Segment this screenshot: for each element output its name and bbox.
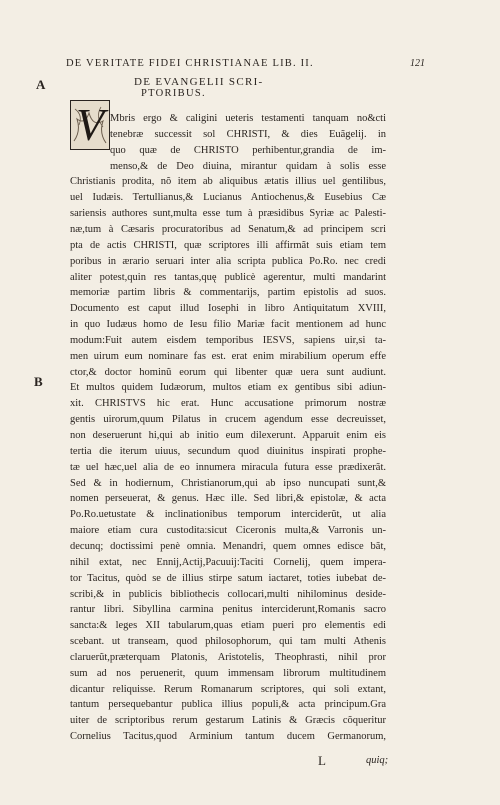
margin-letter-b: B	[34, 374, 43, 389]
margin-letter-a: A	[36, 77, 46, 92]
text-line: næ,tum à Cæsaris procuratoribus ad Senatum,& ad principem scri	[70, 223, 386, 235]
folio-number: 121	[410, 58, 425, 69]
text-line: uel Iudæis. Tertullianus,& Lucianus Antiochenus,& Eusebius Cæ	[70, 192, 386, 204]
text-line: non deseruerunt hi,qui ab initio eum dilexerunt. Apparuit enim eis	[70, 430, 386, 441]
text-line: scribi,& in publicis bibliothecis collocari,multi nihilominus deside-	[70, 588, 386, 600]
text-line: poribus in ærario seruari inter alia scripta publica Po.Ro. nec credi	[70, 255, 386, 267]
text-line: tæ uel hæc,uel alia de eo innumera miracula futura esse prædixerãt.	[70, 461, 386, 473]
text-line: tantum persequebantur publica illius populi,& acta principum.Gra	[70, 699, 386, 711]
text-line: Documento est caput illud Iosephi in libro Antiquitatum XVIII,	[70, 303, 386, 315]
initial-letter: V	[75, 100, 105, 150]
text-line: sum ad nos peruenerit, quum immensam librorum multitudinem	[70, 667, 386, 679]
text-line: scebant. ut transeam, quod philosophorum, qui tam multi Athenis	[70, 636, 386, 647]
section-title: DE EVANGELII SCRI-	[134, 76, 264, 88]
running-head: DE VERITATE FIDEI CHRISTIANAE LIB. II.	[66, 58, 314, 69]
text-line: Cornelius Tacitus,quod Arminium tantum ducem Germanorum,	[70, 731, 386, 743]
text-line: menso,& de Deo diuina, mirantur quidam à solis esse	[110, 160, 386, 172]
text-line: Sed & in hodiernum, Christianorum,qui ab ipso nuncupati sunt,&	[70, 477, 386, 489]
text-line: nihil extat, nec Ennij,Actij,Pacuuij:Taciti Cornelij, quem impera-	[70, 556, 386, 568]
text-line: Et multos quidem Iudæorum, multos etiam ex gentibus sibi adiun-	[70, 382, 386, 394]
section-title-continued: PTORIBUS.	[141, 88, 206, 99]
text-line: tor Tacitus, quòd se de illius stirpe satum iactaret, toties iubebat de-	[70, 572, 386, 584]
catchword: quiq;	[366, 755, 389, 766]
text-line: Po.Ro.uetustate & inclinationibus temporum interciderũt, ut alia	[70, 509, 386, 521]
text-line: memoriæ partim libris & commentarijs, partim epistolis ad suos.	[70, 287, 386, 299]
text-line: modum:Fuit autem eisdem temporibus IESVS, sapiens uir,si ta-	[70, 334, 386, 346]
text-line: Christianis prodita, nõ item ab aliquibus ætatis illius uel gentilibus,	[70, 176, 386, 188]
decorated-initial	[70, 100, 110, 150]
text-line: sariensis authores sunt,multa esse tum à præsidibus Syriæ ac Palesti-	[70, 208, 386, 220]
text-line: claruerũt,præterquam Platonis, Aristotelis, Theophrasti, nihil pror	[70, 651, 386, 663]
text-line: tenebræ successit sol CHRISTI, & dies Euãgelij. in	[110, 128, 386, 140]
text-line: xit. CHRISTVS hic erat. Hunc accusatione primorum nostræ	[70, 398, 386, 410]
text-line: maiore etiam cura custodita:sicut Ciceronis multa,& Varronis un-	[70, 525, 386, 537]
text-line: tertia die iterum uiuus, secundum quod diuinitus inspirati prophe-	[70, 445, 386, 457]
text-line: nomen perseuerat, & genus. Hæc ille. Sed libri,& epistolæ, & acta	[70, 493, 386, 505]
text-line: dicantur reliquisse. Rerum Romanarum scriptores, qui soli extant,	[70, 683, 386, 695]
text-line: ctor,& doctor hominũ eorum qui libenter quæ uera sunt audiunt.	[70, 366, 386, 378]
text-line: decunq; doctissimi penè omnia. Menandri, quem omnes edisce bãt,	[70, 541, 386, 552]
text-line: rantur libri. Sibyllina carmina penitus interciderunt,Romanis sacro	[70, 604, 386, 616]
text-line: in quo Iudæus homo de Iesu filio Mariæ facit mentionem ad hunc	[70, 319, 386, 330]
signature-mark: L	[318, 753, 326, 768]
text-line: pta de actis CHRISTI, quæ scriptores illi affirmãt suis etiam tem	[70, 239, 386, 251]
text-line: quo quæ de CHRISTO perhibentur,grandia de im-	[110, 144, 386, 156]
text-line: sancta:& leges XII tabularum,quas etiam pueri pro elementis edi	[70, 620, 386, 632]
text-line: gentis uirorum,quum Pilatus in crucem agendum esse decreuisset,	[70, 414, 386, 426]
text-line: uiter de scriptoribus rerum gestarum Latinis & Græcis cõqueritur	[70, 715, 386, 727]
text-line: Mbris ergo & caligini ueteris testamenti tanquam no&cti	[110, 113, 386, 124]
text-line: aliter potest,quin res tantas,quę publicè agerentur, multi mandarint	[70, 271, 386, 283]
text-line: men uirum eum nominare fas est. erat enim mirabilium operum effe	[70, 350, 386, 362]
